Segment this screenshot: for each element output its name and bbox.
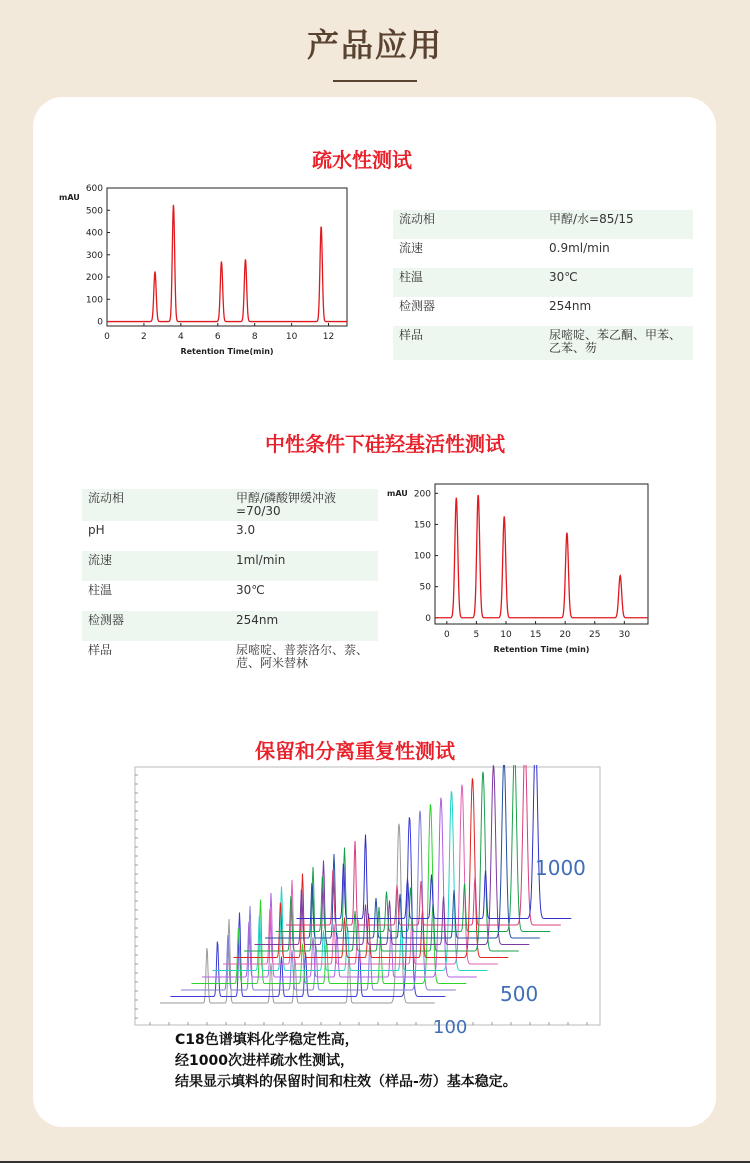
- spec2-label-cell: 检测器: [82, 611, 230, 641]
- conclusion-note: [175, 1030, 517, 1093]
- spec1-row: [393, 239, 693, 268]
- spec1-value-cell: 30℃: [543, 268, 693, 297]
- spec2-value-cell: 30℃: [230, 581, 378, 611]
- y-tick-label: 0: [97, 317, 103, 328]
- x-tick-label: 0: [443, 630, 450, 640]
- spec1-header-row: [393, 178, 693, 210]
- title-underline: [333, 80, 417, 82]
- chart-repeatability: [130, 765, 602, 1035]
- x-tick-label: 4: [177, 332, 184, 342]
- spec2-row: [82, 521, 378, 551]
- spec2-value-cell: 3.0: [230, 521, 378, 551]
- y-tick-label: 150: [413, 520, 431, 531]
- x-tick-label: 8: [251, 332, 258, 342]
- x-tick-label: 0: [104, 332, 110, 342]
- x-axis-label: Retention Time(min): [180, 347, 274, 355]
- x-tick-label: 5: [473, 630, 480, 640]
- spec1-row: [393, 210, 693, 239]
- x-axis-label: Retention Time (min): [493, 645, 590, 654]
- chart-silanol: [385, 476, 660, 666]
- y-tick-label: 100: [413, 551, 431, 562]
- page-title: 产品应用: [306, 26, 443, 64]
- spec1-row: [393, 268, 693, 297]
- y-axis-label: mAU: [387, 489, 408, 498]
- spec1-label-cell: 检测器: [393, 297, 543, 326]
- section-title-repeat: 保留和分离重复性测试: [255, 739, 455, 763]
- x-tick-label: 25: [589, 630, 601, 640]
- y-tick-label: 50: [419, 582, 431, 593]
- spec1-label-cell: 色谱柱型号: [393, 178, 543, 210]
- spec1-value-cell: 254nm: [543, 297, 693, 326]
- spec2-row: [82, 489, 378, 521]
- spec2-label-cell: pH: [82, 521, 230, 551]
- injection-count-label: 500: [500, 982, 539, 1006]
- spec1-value-cell: 尿嘧啶、苯乙酮、甲苯、乙苯、芴: [543, 326, 693, 360]
- y-tick-label: 300: [85, 250, 103, 261]
- injection-count-label: 1000: [535, 856, 586, 880]
- section-title-hydrophobic: 疏水性测试: [312, 148, 412, 172]
- plot-frame: [435, 484, 648, 624]
- spec2-label-cell: 色谱柱型号: [82, 457, 230, 489]
- spec2-row: [82, 611, 378, 641]
- spec1-label-cell: 流速: [393, 239, 543, 268]
- spec1-label-cell: 样品: [393, 326, 543, 360]
- y-tick-label: 200: [413, 489, 431, 500]
- note-line-2: 经1000次进样疏水性测试，: [175, 1053, 354, 1069]
- spec1-row: [393, 297, 693, 326]
- x-tick-label: 6: [214, 332, 221, 342]
- x-tick-label: 30: [618, 630, 631, 640]
- y-tick-label: 500: [85, 206, 103, 217]
- y-axis-label: mAU: [59, 193, 80, 202]
- spec1-value-cell: 0.9ml/min: [543, 239, 693, 268]
- note-line-3: 结果显示填料的保留时间和柱效（样品-芴）基本稳定。: [175, 1074, 517, 1090]
- spec2-row: [82, 551, 378, 581]
- y-tick-label: 100: [85, 295, 103, 306]
- spec2-label-cell: 流动相: [82, 489, 230, 521]
- x-tick-label: 12: [322, 332, 335, 342]
- spec-table-hydrophobic: [393, 178, 693, 360]
- spec2-value-cell: 甲醇/磷酸钾缓冲液=70/30: [230, 489, 378, 521]
- note-line-1: C18色谱填料化学稳定性高，: [175, 1032, 359, 1048]
- chromatogram-trace: [107, 205, 347, 322]
- spec2-label-cell: 样品: [82, 641, 230, 675]
- spec1-value-cell: C18,5μm，4.6*250mm: [543, 178, 693, 210]
- y-tick-label: 400: [85, 228, 103, 239]
- spec1-label-cell: 流动相: [393, 210, 543, 239]
- spec2-row: [82, 581, 378, 611]
- spec-table-silanol: [82, 457, 378, 675]
- spec1-row: [393, 326, 693, 360]
- x-tick-label: 15: [529, 630, 542, 640]
- spec2-value-cell: 1ml/min: [230, 551, 378, 581]
- spec2-header-row: [82, 457, 378, 489]
- x-tick-label: 2: [141, 332, 147, 342]
- x-tick-label: 20: [559, 630, 571, 640]
- spec2-value-cell: C18,5μm，4.6*250mm: [230, 457, 378, 489]
- chart-hydrophobic: [55, 180, 355, 355]
- spec2-value-cell: 254nm: [230, 611, 378, 641]
- spec1-label-cell: 柱温: [393, 268, 543, 297]
- y-tick-label: 600: [85, 184, 103, 194]
- plot-frame: [107, 188, 347, 326]
- spec2-value-cell: 尿嘧啶、普萘洛尔、萘、苊、阿米替林: [230, 641, 378, 675]
- spec2-label-cell: 流速: [82, 551, 230, 581]
- spec1-value-cell: 甲醇/水=85/15: [543, 210, 693, 239]
- y-tick-label: 0: [425, 613, 431, 624]
- x-tick-label: 10: [500, 630, 512, 640]
- spec2-row: [82, 641, 378, 675]
- chromatogram-trace: [435, 495, 648, 618]
- x-tick-label: 10: [285, 332, 298, 342]
- y-tick-label: 200: [85, 273, 103, 284]
- section-title-silanol: 中性条件下硅羟基活性测试: [265, 432, 505, 456]
- injection-count-label: 100: [433, 1017, 468, 1035]
- spec2-label-cell: 柱温: [82, 581, 230, 611]
